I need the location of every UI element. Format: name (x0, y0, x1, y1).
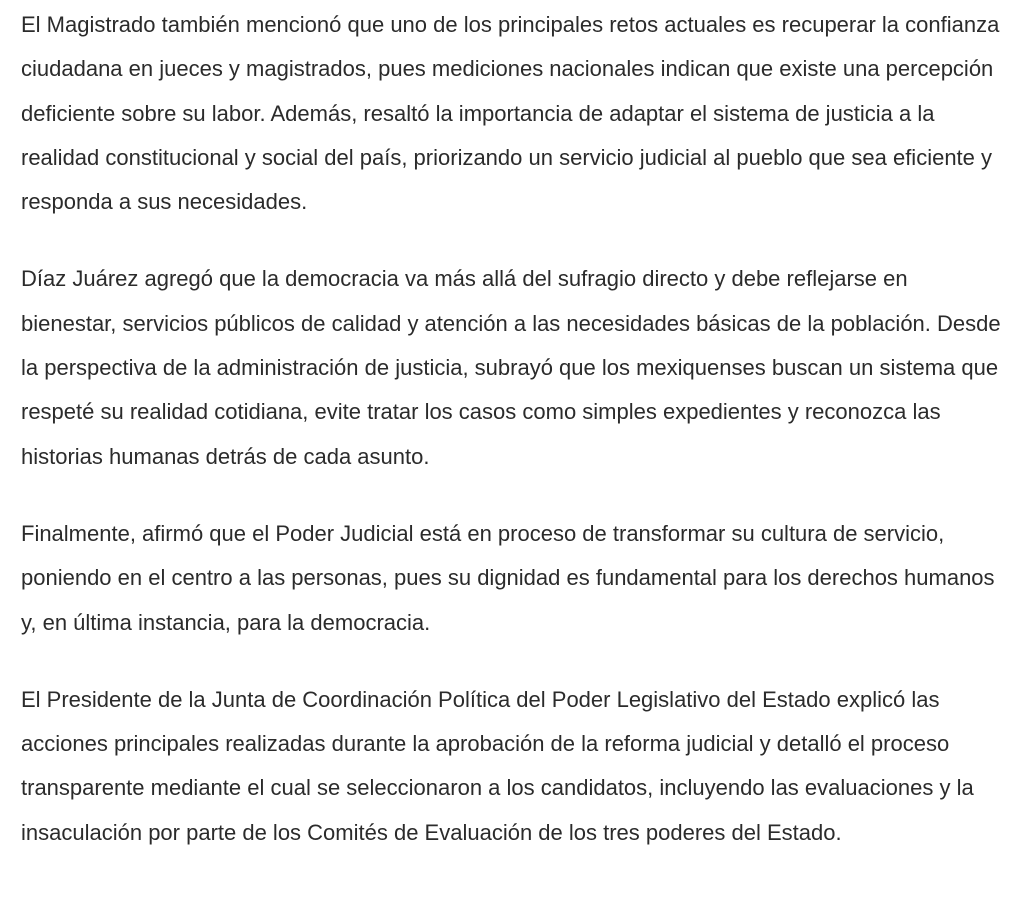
article-paragraph-3: Finalmente, afirmó que el Poder Judicial está en proceso de transformar su cultura de servicio, poniendo en el centro a las personas, pues su dignidad es fundamental para los derechos humanos y, en última instancia, para la democracia. (21, 520, 995, 635)
article-paragraph-2: Díaz Juárez agregó que la democracia va más allá del sufragio directo y debe reflejarse en bienestar, servicios públicos de calidad y atención a las necesidades básicas de la población. Desde la perspectiva de la administración de justicia, subrayó que los mexiquenses buscan un sistema que respeté su realidad cotidiana, evite tratar los casos como simples expedientes y reconozca las historias humanas detrás de cada asunto. (21, 266, 1001, 469)
article-paragraph-1: El Magistrado también mencionó que uno de los principales retos actuales es recuperar la confianza ciudadana en jueces y magistrados, pues mediciones nacionales indican que existe una percepción deficiente sobre su labor. Además, resaltó la importancia de adaptar el sistema de justicia a la realidad constitucional y social del país, priorizando un servicio judicial al pueblo que sea eficiente y responda a sus necesidades. (21, 12, 1000, 215)
article-paragraph-4: El Presidente de la Junta de Coordinación Política del Poder Legislativo del Estado explicó las acciones principales realizadas durante la aprobación de la reforma judicial y detalló el proceso transparente mediante el cual se seleccionaron a los candidatos, incluyendo las evaluaciones y la insaculación por parte de los Comités de Evaluación de los tres poderes del Estado. (21, 686, 974, 845)
